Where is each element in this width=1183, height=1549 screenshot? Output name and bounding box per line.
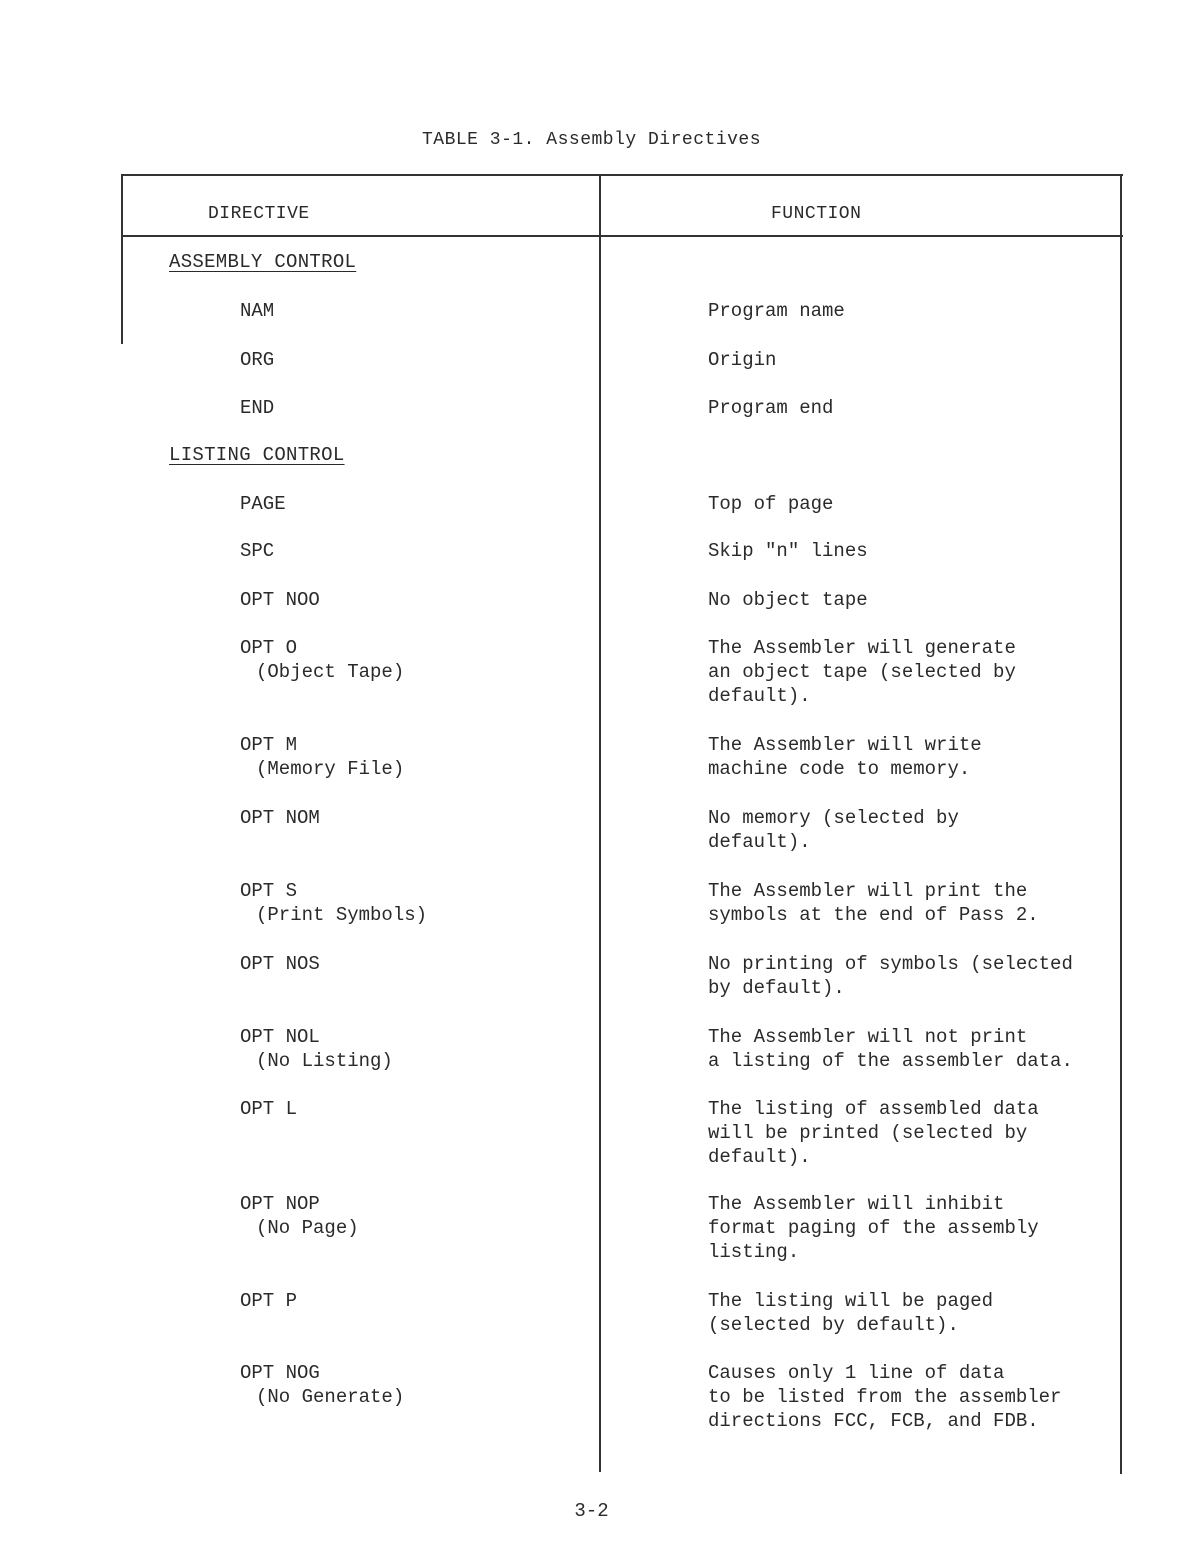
directive-function: The listing will be paged (selected by default). (708, 1290, 994, 1336)
directive-name: END (240, 397, 275, 419)
section-assembly-control: ASSEMBLY CONTROL (169, 251, 357, 273)
directive-function: Program name (708, 300, 845, 322)
directive-name: OPT NOS (240, 953, 320, 975)
directive-description: (No Generate) (256, 1386, 405, 1408)
table-header-divider (121, 235, 1123, 237)
directive-name: OPT NOO (240, 589, 320, 611)
directive-name: OPT NOP (240, 1193, 320, 1215)
directive-function: Top of page (708, 493, 834, 515)
directive-function: Skip "n" lines (708, 540, 868, 562)
directive-description: (No Page) (256, 1217, 359, 1239)
directive-function: The Assembler will write machine code to memory. (708, 734, 982, 780)
table-left-border (121, 174, 123, 344)
table-caption: TABLE 3-1. Assembly Directives (421, 130, 762, 150)
page-number: 3-2 (574, 1500, 609, 1522)
directive-function: The Assembler will not print a listing of the assembler data. (708, 1026, 1073, 1072)
directive-function: The Assembler will inhibit format paging of the assembly listing. (708, 1193, 1039, 1263)
directive-description: (Memory File) (256, 758, 405, 780)
section-listing-control: LISTING CONTROL (169, 444, 345, 466)
table-right-border (1120, 174, 1122, 1474)
directive-function: No memory (selected by default). (708, 807, 959, 853)
directive-function: No printing of symbols (selected by default). (708, 953, 1073, 999)
table-top-border (121, 174, 1123, 176)
directive-description: (Object Tape) (256, 661, 405, 683)
directive-function: Causes only 1 line of data to be listed from the assembler directions FCC, FCB, and FDB. (708, 1362, 1062, 1432)
directives-table (121, 174, 1123, 1474)
header-function: FUNCTION (771, 204, 862, 224)
directive-function: The listing of assembled data will be printed (selected by default). (708, 1098, 1039, 1168)
header-directive: DIRECTIVE (208, 204, 310, 224)
directive-name: OPT NOL (240, 1026, 320, 1048)
directive-description: (Print Symbols) (256, 904, 428, 926)
directive-function: The Assembler will generate an object tape (selected by default). (708, 637, 1016, 707)
directive-name: OPT L (240, 1098, 298, 1120)
directive-function: Program end (708, 397, 834, 419)
directive-name: PAGE (240, 493, 286, 515)
directive-function: No object tape (708, 589, 868, 611)
directive-name: OPT S (240, 880, 298, 902)
table-column-divider (599, 174, 601, 1472)
directive-name: NAM (240, 300, 275, 322)
directive-name: OPT NOM (240, 807, 320, 829)
directive-name: OPT NOG (240, 1362, 320, 1384)
directive-name: ORG (240, 349, 275, 371)
directive-function: Origin (708, 349, 777, 371)
directive-name: OPT P (240, 1290, 298, 1312)
directive-name: OPT M (240, 734, 298, 756)
directive-function: The Assembler will print the symbols at the end of Pass 2. (708, 880, 1039, 926)
directive-name: SPC (240, 540, 275, 562)
directive-name: OPT O (240, 637, 298, 659)
directive-description: (No Listing) (256, 1050, 393, 1072)
